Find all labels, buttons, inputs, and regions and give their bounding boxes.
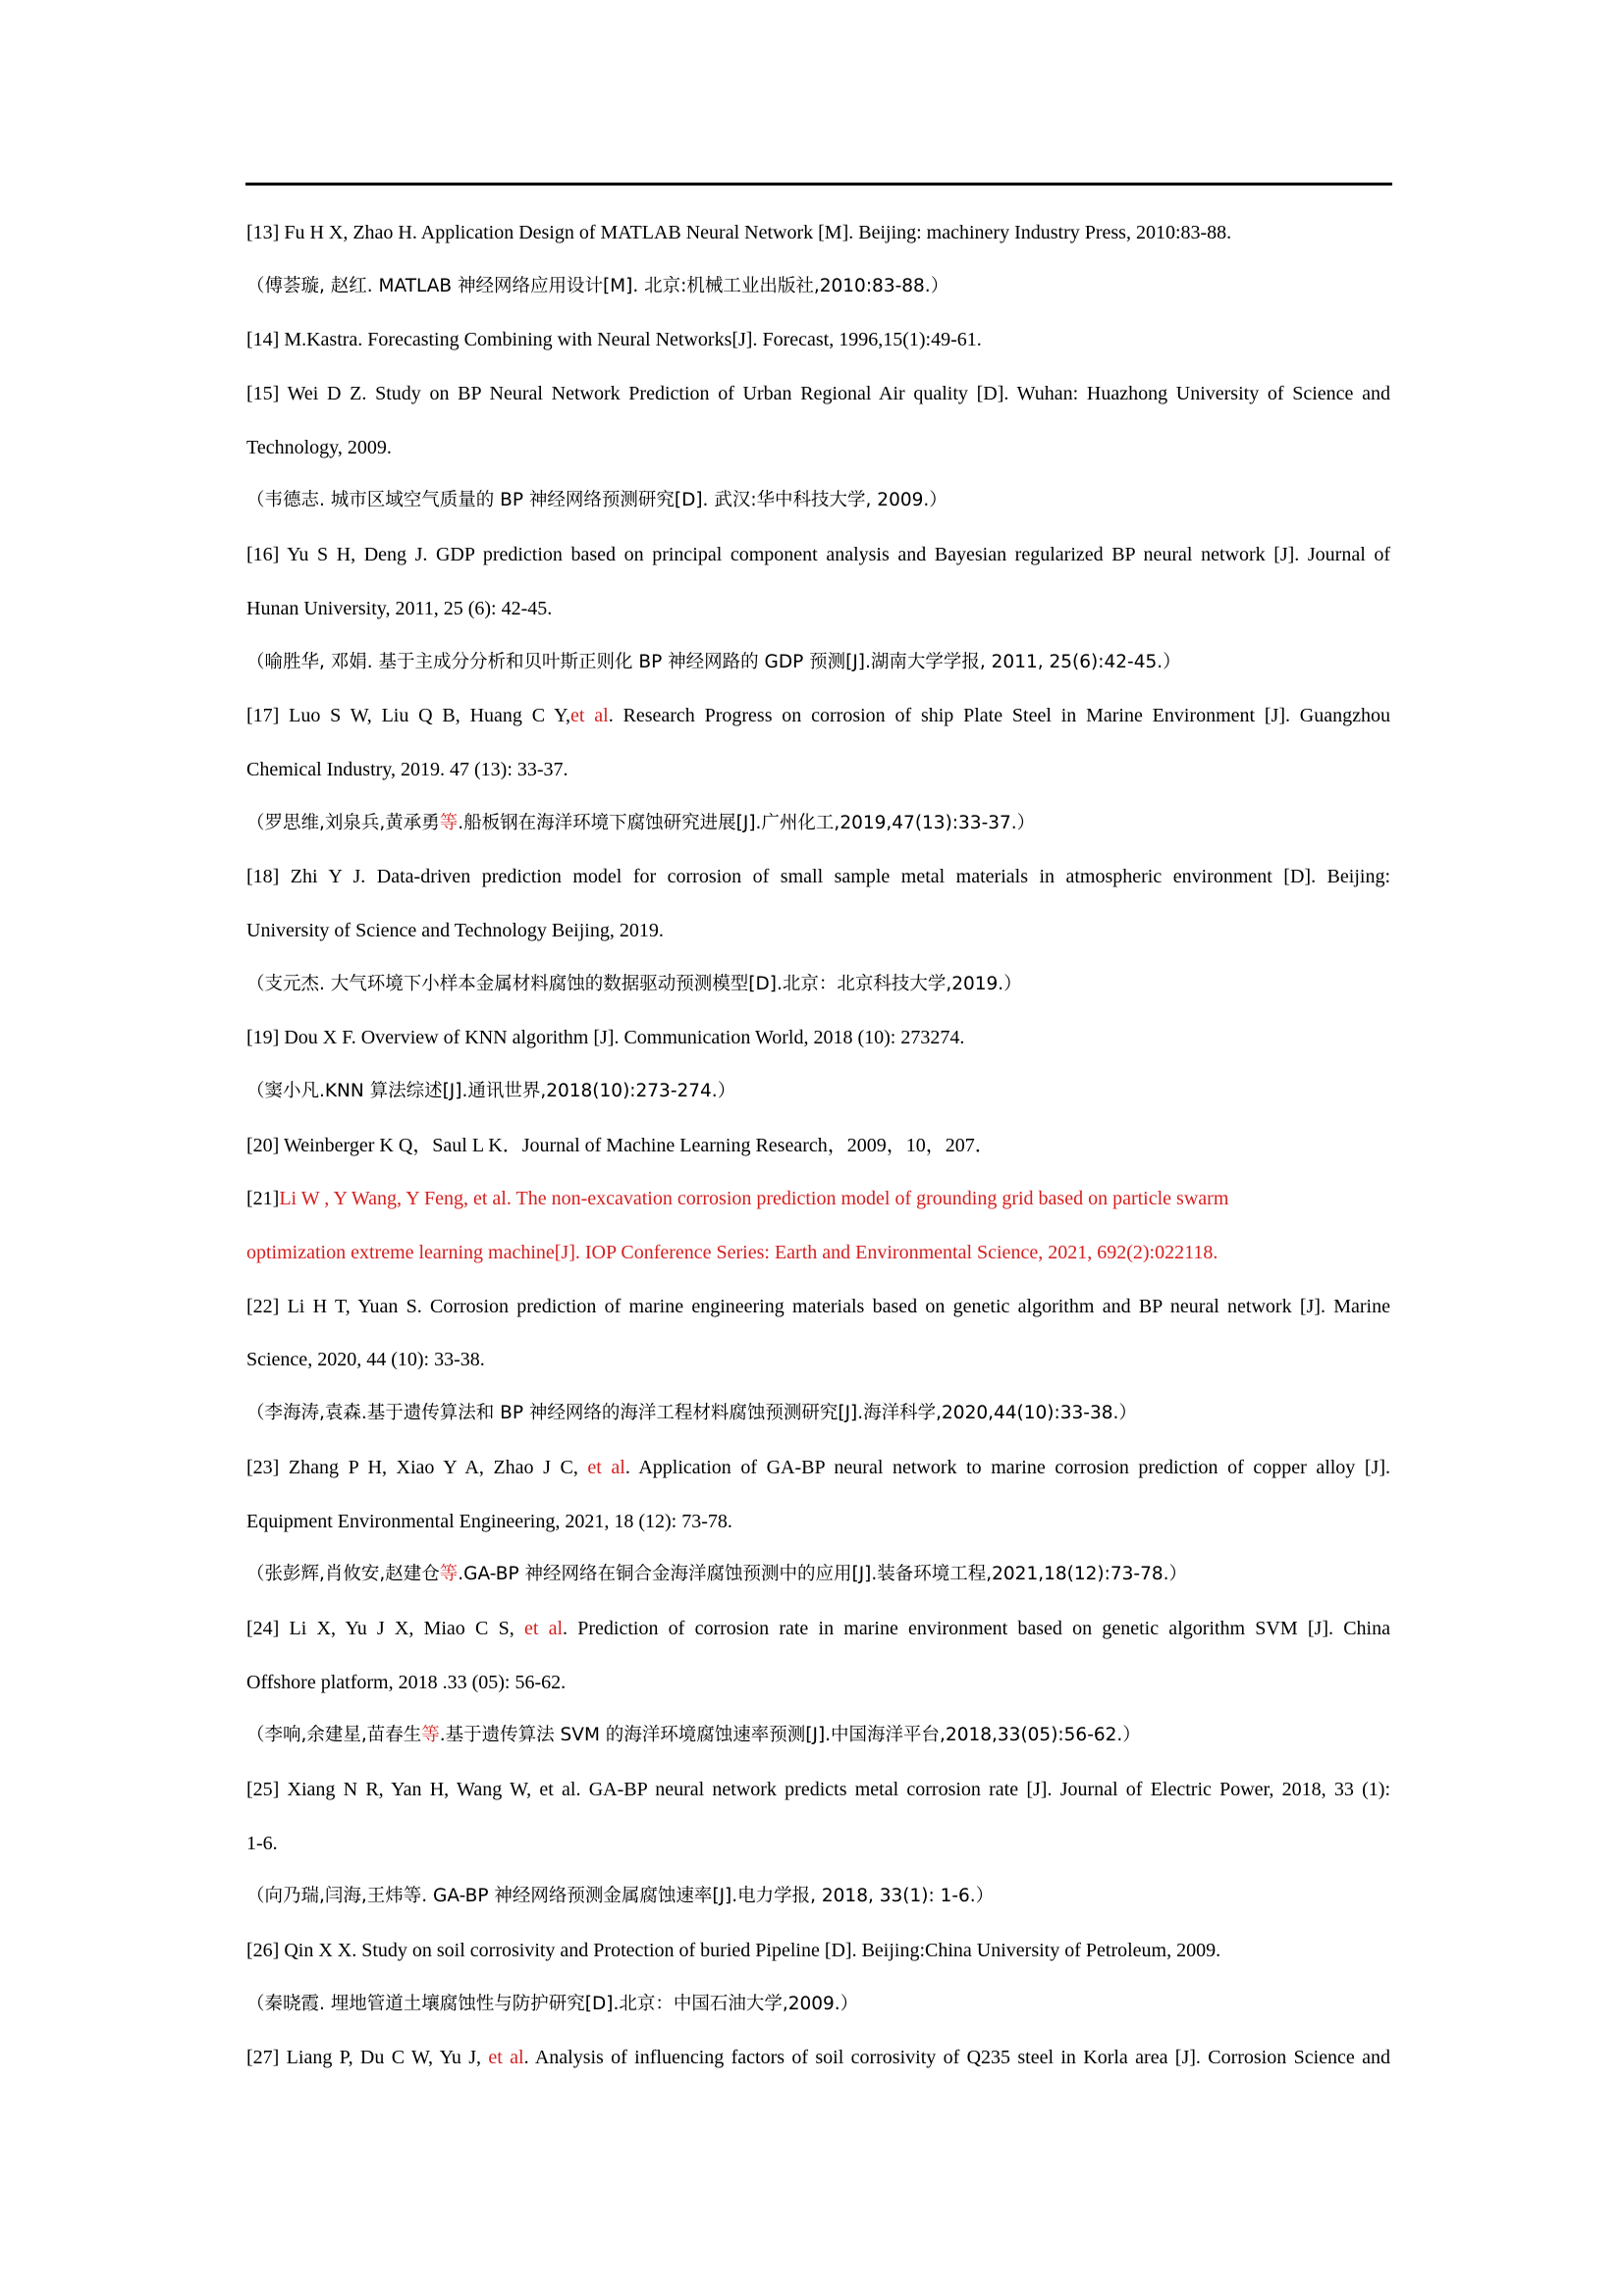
reference-text: Technology, 2009.	[246, 436, 392, 458]
reference-line	[246, 1495, 1390, 1549]
reference-translation-line	[246, 797, 1390, 851]
reference-list	[246, 206, 1390, 2085]
reference-text: .基于遗传算法 SVM 的海洋环境腐蚀速率预测[J].中国海洋平台,2018,33(05):56-62.）	[439, 1725, 1141, 1746]
reference-translation-line	[246, 1548, 1390, 1602]
reference-text: [27] Liang P, Du C W, Yu J,	[246, 2047, 489, 2069]
reference-line	[246, 367, 1390, 421]
reference-text: . Application of GA-BP neural network to marine corrosion prediction of copper alloy [J].	[624, 1456, 1390, 1478]
highlighted-text: et al	[488, 2047, 524, 2069]
reference-text: .GA-BP 神经网络在铜合金海洋腐蚀预测中的应用[J].装备环境工程,2021,18(12):73-78.）	[458, 1564, 1187, 1585]
reference-line	[246, 1924, 1390, 1978]
highlighted-text: 等	[421, 1725, 440, 1746]
highlighted-text: optimization extreme learning machine[J]. IOP Conference Series: Earth and Environmental Science, 2021, 692(2):022118.	[246, 1242, 1218, 1264]
reference-text: [19] Dou X F. Overview of KNN algorithm [J]. Communication World, 2018 (10): 273274.	[246, 1027, 965, 1049]
reference-line	[246, 1172, 1390, 1226]
reference-text: Hunan University, 2011, 25 (6): 42-45.	[246, 597, 553, 619]
reference-translation-line	[246, 636, 1390, 690]
reference-line	[246, 1817, 1390, 1871]
reference-translation-line	[246, 1709, 1390, 1763]
reference-line	[246, 421, 1390, 475]
highlighted-text: 等	[439, 812, 459, 833]
highlighted-text: et al	[587, 1456, 625, 1478]
reference-translation-line	[246, 1387, 1390, 1441]
reference-line	[246, 1011, 1390, 1065]
reference-line	[246, 313, 1390, 367]
reference-text: [26] Qin X X. Study on soil corrosivity and Protection of buried Pipeline [D]. Beijing:China University of Petroleum, 2009.	[246, 1940, 1221, 1961]
reference-text: [22] Li H T, Yuan S. Corrosion prediction of marine engineering materials based on genetic algorithm and BP neural network [J]. Marine	[246, 1295, 1390, 1317]
reference-text: （韦德志. 城市区域空气质量的 BP 神经网络预测研究[D]. 武汉:华中科技大学, 2009.）	[246, 490, 947, 511]
reference-translation-line	[246, 958, 1390, 1012]
highlighted-text: Li W , Y Wang, Y Feng, et al. The non-excavation corrosion prediction model of grounding grid based on particle swarm	[279, 1188, 1229, 1210]
highlighted-text: et al	[523, 1617, 564, 1639]
reference-text: [20] Weinberger K Q，Saul L K．Journal of Machine Learning Research，2009，10，207．	[246, 1134, 995, 1156]
reference-text: [17] Luo S W, Liu Q B, Huang C Y,	[246, 705, 570, 727]
reference-text: Equipment Environmental Engineering, 2021, 18 (12): 73-78.	[246, 1510, 732, 1532]
reference-text: [25] Xiang N R, Yan H, Wang W, et al. GA-BP neural network predicts metal corrosion rate [J]. Journal of Electric Power, 2018, 33 (1):	[246, 1778, 1390, 1800]
reference-translation-line	[246, 474, 1390, 528]
reference-text: [24] Li X, Yu J X, Miao C S,	[246, 1617, 524, 1639]
reference-text: （窦小凡.KNN 算法综述[J].通讯世界,2018(10):273-274.）	[246, 1081, 736, 1101]
reference-line	[246, 2031, 1390, 2085]
highlighted-text: et al	[570, 705, 609, 727]
reference-text: （向乃瑞,闫海,王炜等. GA-BP 神经网络预测金属腐蚀速率[J].电力学报, 2018, 33(1): 1-6.）	[246, 1886, 995, 1907]
reference-text: （秦晓霞. 埋地管道土壤腐蚀性与防护研究[D].北京：中国石油大学,2009.）	[246, 1993, 859, 2014]
reference-text: [16] Yu S H, Deng J. GDP prediction based on principal component analysis and Bayesian regularized BP neural network [J]. Journal of	[246, 544, 1390, 566]
reference-text: [15] Wei D Z. Study on BP Neural Network Prediction of Urban Regional Air quality [D]. Wuhan: Huazhong University of Science and	[246, 383, 1390, 405]
reference-text: （傅荟璇, 赵红. MATLAB 神经网络应用设计[M]. 北京:机械工业出版社,2010:83-88.）	[246, 275, 949, 296]
reference-line	[246, 1333, 1390, 1387]
reference-line	[246, 1441, 1390, 1495]
reference-text: Offshore platform, 2018 .33 (05): 56-62.	[246, 1671, 567, 1693]
reference-line	[246, 1226, 1390, 1280]
reference-text: （张彭辉,肖攸安,赵建仓	[246, 1564, 440, 1585]
reference-text: [13] Fu H X, Zhao H. Application Design of MATLAB Neural Network [M]. Beijing: machinery Industry Press, 2010:83-88.	[246, 222, 1232, 243]
reference-text: . Research Progress on corrosion of ship Plate Steel in Marine Environment [J]. Guangzhou	[608, 705, 1390, 727]
reference-text: Chemical Industry, 2019. 47 (13): 33-37.	[246, 758, 568, 780]
reference-text: （罗思维,刘泉兵,黄承勇	[246, 812, 440, 833]
reference-line	[246, 689, 1390, 743]
reference-text: . Prediction of corrosion rate in marine environment based on genetic algorithm SVM [J]. China	[563, 1617, 1390, 1639]
reference-line	[246, 904, 1390, 958]
reference-text: [18] Zhi Y J. Data-driven prediction model for corrosion of small sample metal materials in atmospheric environment [D]. Beijing:	[246, 866, 1390, 888]
reference-line	[246, 582, 1390, 636]
reference-text: （李响,余建星,苗春生	[246, 1725, 422, 1746]
reference-translation-line	[246, 1978, 1390, 2032]
reference-line	[246, 1763, 1390, 1817]
reference-text: （李海涛,袁森.基于遗传算法和 BP 神经网络的海洋工程材料腐蚀预测研究[J].海洋科学,2020,44(10):33-38.）	[246, 1403, 1137, 1424]
reference-line	[246, 1656, 1390, 1710]
reference-text: University of Science and Technology Beijing, 2019.	[246, 919, 664, 941]
reference-text: .船板钢在海洋环境下腐蚀研究进展[J].广州化工,2019,47(13):33-37.）	[458, 812, 1036, 833]
reference-text: . Analysis of influencing factors of soil corrosivity of Q235 steel in Korla area [J]. Corrosion Science and	[523, 2047, 1390, 2069]
reference-translation-line	[246, 1065, 1390, 1119]
reference-text: [14] M.Kastra. Forecasting Combining with Neural Networks[J]. Forecast, 1996,15(1):49-61.	[246, 329, 982, 351]
reference-line	[246, 1602, 1390, 1656]
reference-line	[246, 743, 1390, 797]
reference-translation-line	[246, 260, 1390, 314]
reference-line	[246, 1119, 1390, 1173]
reference-line	[246, 528, 1390, 582]
reference-text: [23] Zhang P H, Xiao Y A, Zhao J C,	[246, 1456, 588, 1478]
reference-text: Science, 2020, 44 (10): 33-38.	[246, 1349, 485, 1371]
reference-text: （支元杰. 大气环境下小样本金属材料腐蚀的数据驱动预测模型[D].北京：北京科技大学,2019.）	[246, 973, 1022, 994]
reference-line	[246, 850, 1390, 904]
highlighted-text: 等	[439, 1564, 459, 1585]
reference-line	[246, 1280, 1390, 1334]
reference-translation-line	[246, 1870, 1390, 1924]
reference-text: 1-6.	[246, 1832, 278, 1854]
reference-text: [21]	[246, 1188, 280, 1210]
header-rule	[245, 183, 1392, 186]
reference-line	[246, 206, 1390, 260]
reference-text: （喻胜华, 邓娟. 基于主成分分析和贝叶斯正则化 BP 神经网路的 GDP 预测[J].湖南大学学报, 2011, 25(6):42-45.）	[246, 651, 1181, 672]
